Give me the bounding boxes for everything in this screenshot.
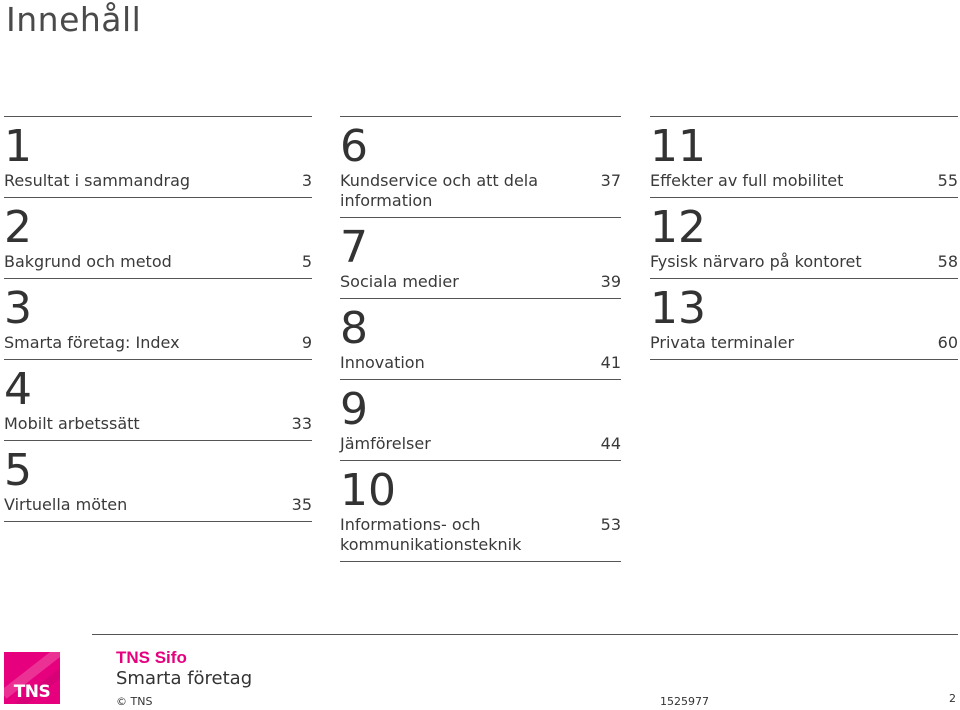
toc-entry-number: 10: [340, 465, 396, 516]
toc-entry-page: 37: [600, 171, 621, 190]
toc-entry-page: 55: [937, 171, 958, 190]
toc-entry-label: Bakgrund och metod: [4, 252, 172, 271]
toc-entry-number: 7: [340, 222, 368, 273]
toc-entry-page: 41: [600, 353, 621, 372]
toc-entry-number: 12: [650, 202, 706, 253]
brand-name: TNS Sifo: [116, 648, 187, 667]
toc-entry[interactable]: [340, 218, 621, 299]
logo-text: TNS: [13, 682, 51, 702]
toc-entry[interactable]: [650, 198, 958, 279]
toc-entry-page: 53: [600, 515, 621, 534]
toc-entry-page: 3: [301, 171, 312, 190]
toc-entry-label: Sociala medier: [340, 272, 459, 291]
toc-entry-number: 3: [4, 283, 32, 334]
toc-entry[interactable]: [4, 279, 312, 360]
toc-entry-label: Effekter av full mobilitet: [650, 171, 844, 190]
toc-column-3: [650, 116, 958, 360]
footer-divider: [92, 634, 958, 635]
report-subtitle: Smarta företag: [116, 668, 253, 689]
toc-entry-number: 6: [340, 121, 368, 172]
toc-entry-page: 5: [301, 252, 312, 271]
document-number: 1525977: [660, 695, 709, 708]
toc-entry-label: Informations- och kommunikationsteknik: [340, 515, 522, 554]
toc-entry-number: 2: [4, 202, 32, 253]
toc-entry-label: Jämförelser: [340, 434, 431, 453]
tns-logo: [4, 652, 60, 704]
toc-entry-label: Fysisk närvaro på kontoret: [650, 252, 862, 271]
toc-entry-label: Smarta företag: Index: [4, 333, 180, 352]
toc-entry[interactable]: [650, 117, 958, 198]
toc-entry-number: 8: [340, 303, 368, 354]
toc-entry-number: 1: [4, 121, 32, 172]
toc-entry-label: Privata terminaler: [650, 333, 795, 352]
toc-entry[interactable]: [4, 198, 312, 279]
toc-entry-number: 13: [650, 283, 706, 334]
page-title: Innehåll: [6, 0, 142, 39]
toc-entry-page: 44: [600, 434, 621, 453]
toc-entry[interactable]: [340, 299, 621, 380]
toc-entry[interactable]: [340, 380, 621, 461]
toc-entry[interactable]: [650, 279, 958, 360]
toc-column-2: [340, 116, 621, 562]
toc-entry[interactable]: [4, 360, 312, 441]
toc-column-1: [4, 116, 312, 522]
page-number: 2: [949, 692, 956, 705]
toc-entry-page: 35: [291, 495, 312, 514]
toc-entry[interactable]: [340, 461, 621, 562]
toc-entry-page: 9: [301, 333, 312, 352]
toc-entry-label: Kundservice och att dela information: [340, 171, 539, 210]
toc-entry-number: 5: [4, 445, 32, 496]
toc-entry-label: Resultat i sammandrag: [4, 171, 191, 190]
toc-entry[interactable]: [340, 117, 621, 218]
toc-entry-page: 60: [937, 333, 958, 352]
toc-entry[interactable]: [4, 117, 312, 198]
toc-entry-number: 4: [4, 364, 32, 415]
toc-entry-number: 9: [340, 384, 368, 435]
copyright-notice: © TNS: [116, 695, 153, 708]
toc-entry-page: 58: [937, 252, 958, 271]
toc-entry-number: 11: [650, 121, 706, 172]
toc-entry-page: 39: [600, 272, 621, 291]
toc-entry-label: Mobilt arbetssätt: [4, 414, 140, 433]
toc-entry-label: Virtuella möten: [4, 495, 128, 514]
toc-entry-page: 33: [291, 414, 312, 433]
toc-entry[interactable]: [4, 441, 312, 522]
toc-entry-label: Innovation: [340, 353, 425, 372]
